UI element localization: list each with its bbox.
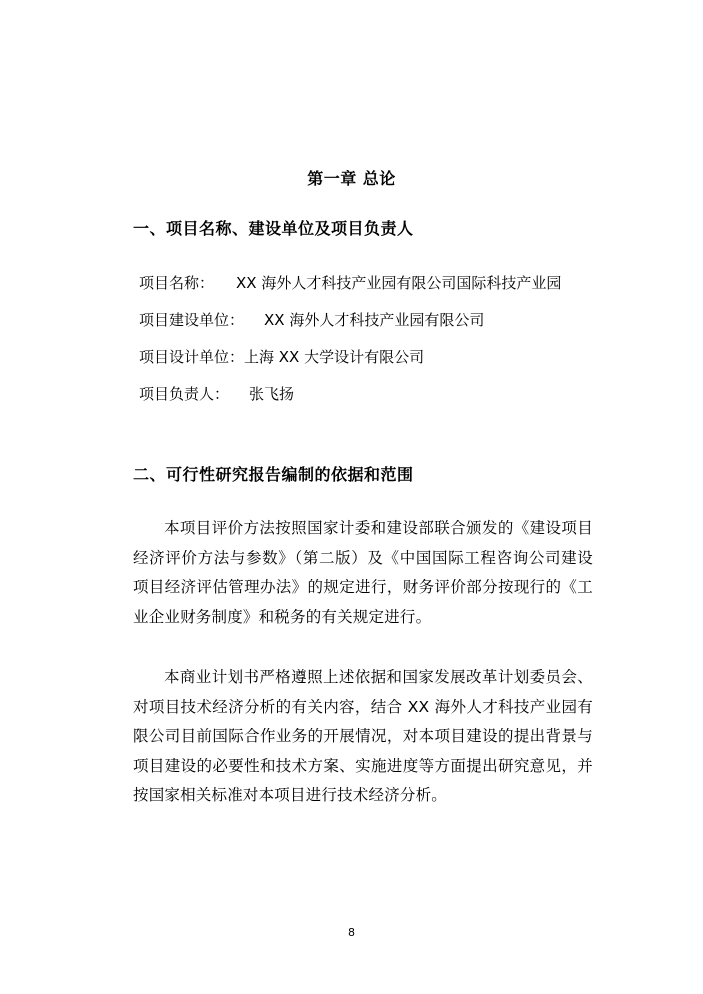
project-leader-line: [139, 383, 294, 404]
section-heading-project-info: 一、项目名称、建设单位及项目负责人: [133, 219, 414, 238]
project-leader-value: 张飞扬: [249, 385, 295, 403]
project-name-line: [139, 272, 561, 293]
construction-unit-label: 项目建设单位：: [139, 311, 245, 329]
project-leader-label: 项目负责人：: [139, 385, 230, 403]
design-unit-value: 上海 XX 大学设计有限公司: [244, 348, 425, 366]
section-heading-basis-scope: 二、可行性研究报告编制的依据和范围: [133, 465, 414, 484]
project-name-label: 项目名称：: [139, 274, 215, 292]
paragraph-business-plan: 本商业计划书严格遵照上述依据和国家发展改革计划委员会、对项目技术经济分析的有关内容，结合 XX 海外人才科技产业园有限公司目前国际合作业务的开展情况，对本项目建设的提出背景与项目建设的必要性和技术方案、实施进度等方面提出研究意见，并按国家相关标准对本项目进行技术经济分析。: [133, 668, 593, 804]
chapter-title: 第一章 总论: [307, 169, 396, 188]
project-name-value: XX 海外人才科技产业园有限公司国际科技产业园: [236, 274, 562, 292]
page-number: 8: [348, 926, 355, 939]
paragraph-evaluation-method: 本项目评价方法按照国家计委和建设部联合颁发的《建设项目经济评价方法与参数》（第二版）及《中国国际工程咨询公司建设项目经济评估管理办法》的规定进行，财务评价部分按现行的《工业企业财务制度》和税务的有关规定进行。: [133, 519, 593, 626]
design-unit-label: 项目设计单位：: [139, 348, 245, 366]
construction-unit-value: XX 海外人才科技产业园有限公司: [264, 311, 485, 329]
construction-unit-line: [139, 309, 484, 330]
design-unit-line: [139, 346, 424, 367]
